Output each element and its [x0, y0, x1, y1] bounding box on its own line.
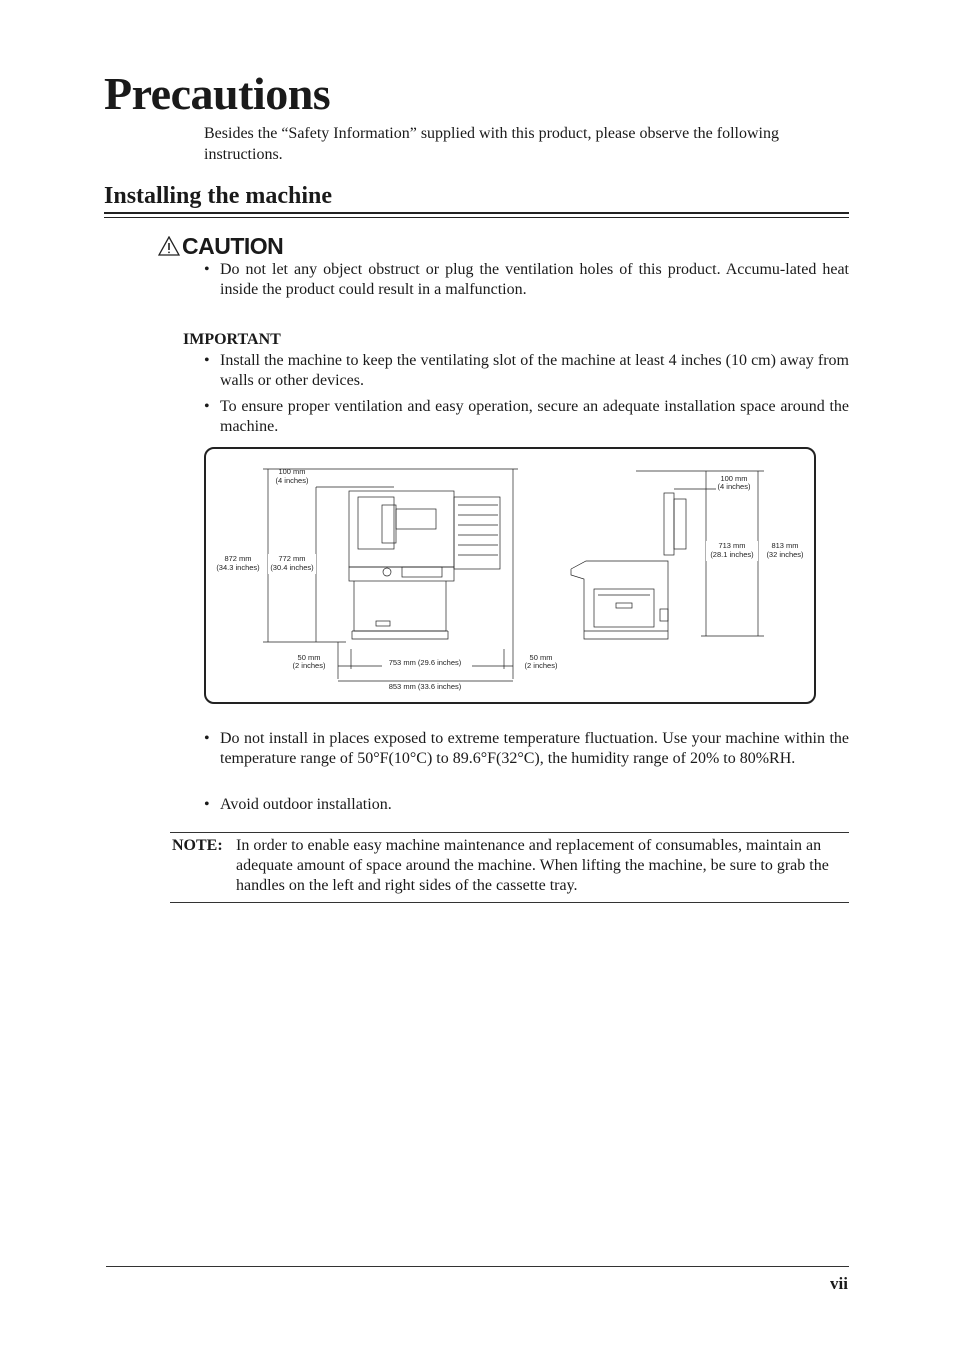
front-top-clearance: 100 mm	[278, 467, 306, 476]
note-rule-top	[170, 832, 849, 833]
installation-item-text: Avoid outdoor installation.	[220, 796, 392, 813]
section-rule	[104, 212, 849, 214]
side-top-clearance-inches: (4 inches)	[717, 482, 751, 491]
important-label: IMPORTANT	[183, 331, 281, 348]
bullet-dot: •	[204, 730, 210, 747]
note-rule-bottom	[170, 902, 849, 903]
note-text: In order to enable easy machine maintenance and replacement of consumables, maintain an adequate amount of space around the machine. When lifting the machine, be sure to grab the handles on the left and right sides of the cassette tray.	[236, 837, 829, 894]
front-total-width: 853 mm (33.6 inches)	[388, 682, 462, 691]
caution-heading	[158, 232, 283, 260]
side-top-clearance: 100 mm	[720, 474, 748, 483]
front-total-height-inches: (34.3 inches)	[216, 563, 260, 572]
front-machine-height: 772 mm	[278, 554, 306, 563]
important-item-text: To ensure proper ventilation and easy operation, secure an adequate installation space around the machine.	[220, 398, 849, 435]
front-left-clearance: 50 mm	[297, 653, 321, 662]
front-right-clearance-inches: (2 inches)	[524, 661, 558, 670]
side-total-height-inches: (32 inches)	[766, 550, 804, 559]
section-rule-thin	[104, 217, 849, 218]
installation-item-text: Do not install in places exposed to extreme temperature fluctuation. Use your machine within the temperature range of 50°F(10°C) to 89.6°F(32°C), the humidity range of 20% to 80%RH.	[220, 730, 849, 767]
side-total-height: 813 mm	[771, 541, 799, 550]
page-number: vii	[830, 1274, 848, 1293]
section-heading: Installing the machine	[104, 183, 333, 209]
caution-label: CAUTION	[182, 232, 284, 259]
front-top-clearance-inches: (4 inches)	[275, 476, 309, 485]
note-label: NOTE:	[172, 837, 223, 854]
installation-space-diagram	[204, 447, 816, 704]
front-machine-height-inches: (30.4 inches)	[270, 563, 314, 572]
important-item	[204, 351, 849, 391]
important-item-text: Install the machine to keep the ventilating slot of the machine at least 4 inches (10 cm) away from walls or other devices.	[220, 352, 849, 389]
bullet-dot: •	[204, 796, 210, 813]
caution-item-text: Do not let any object obstruct or plug the ventilation holes of this product. Accumu-lated heat inside the product could result in a malfunction.	[220, 261, 849, 298]
bullet-dot: •	[204, 261, 210, 278]
front-machine-width: 753 mm (29.6 inches)	[388, 658, 462, 667]
important-item	[204, 397, 849, 437]
front-total-height: 872 mm	[224, 554, 252, 563]
side-machine-height: 713 mm	[718, 541, 746, 550]
installation-item	[204, 729, 849, 769]
caution-item	[204, 260, 849, 300]
warning-triangle-icon	[158, 236, 180, 256]
bullet-dot: •	[204, 398, 210, 415]
installation-item	[204, 795, 849, 815]
front-left-clearance-inches: (2 inches)	[292, 661, 326, 670]
side-machine-height-inches: (28.1 inches)	[710, 550, 754, 559]
bullet-dot: •	[204, 352, 210, 369]
clearance-drawing	[206, 449, 818, 706]
footer-rule	[106, 1266, 849, 1267]
intro-paragraph: Besides the “Safety Information” supplied with this product, please observe the following instructions.	[204, 125, 779, 163]
front-right-clearance: 50 mm	[529, 653, 553, 662]
page-title: Precautions	[104, 68, 331, 119]
